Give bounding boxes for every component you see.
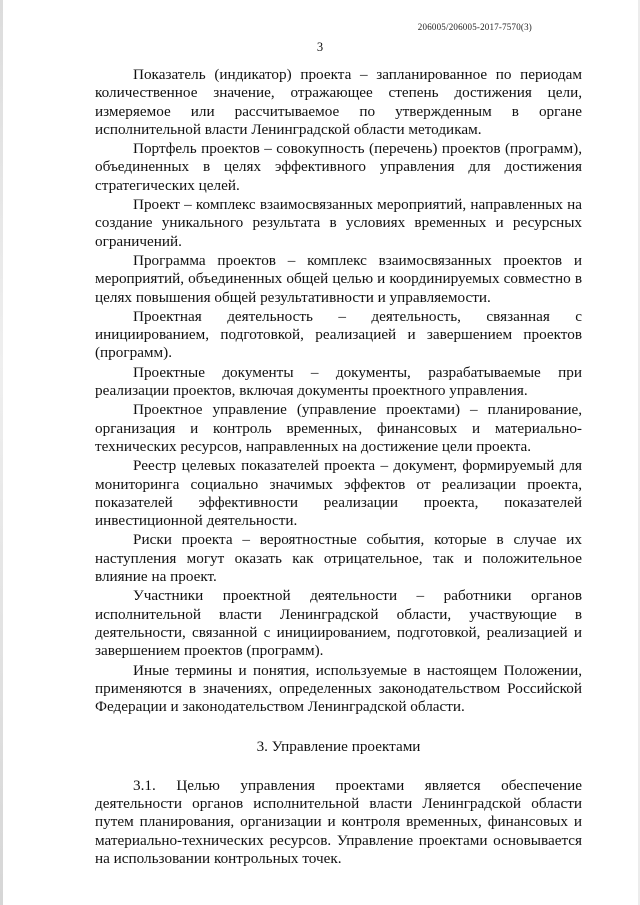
document-body	[95, 66, 582, 868]
definition-project-management: Проектное управление (управление проектами) – планирование, организация и контроль временных, финансовых и материально-технических ресурсов, направленных на достижение цели проекта.	[95, 401, 582, 455]
definition-portfolio: Портфель проектов – совокупность (перечень) проектов (программ), объединенных в целях эффективного управления для достижения стратегических целей.	[95, 140, 582, 194]
definition-project-documents: Проектные документы – документы, разрабатываемые при реализации проектов, включая документы проектного управления.	[95, 363, 582, 400]
definition-target-indicators-registry: Реестр целевых показателей проекта – документ, формируемый для мониторинга социально значимых эффектов от реализации проекта, показателей эффективности реализации проекта, показателей инвестиционной деятельности.	[95, 457, 582, 530]
scan-edge-left	[0, 0, 3, 905]
definition-project-activity: Проектная деятельность – деятельность, связанная с инициированием, подготовкой, реализацией и завершением проектов (программ).	[95, 307, 582, 362]
definition-indicator: Показатель (индикатор) проекта – запланированное по периодам количественное значение, отражающее степень достижения цели, измеряемое или рассчитываемое по утвержденным в органе исполнительной власти Ленинградской области методикам.	[95, 66, 582, 138]
section-heading: 3. Управление проектами	[256, 738, 421, 756]
definition-participants: Участники проектной деятельности – работники органов исполнительной власти Ленинградской области, участвующие в деятельности, связанной с инициированием, подготовкой, реализацией и завершением проектов (программ).	[95, 587, 582, 660]
document-number: 206005/206005-2017-7570(3)	[417, 22, 532, 32]
definition-other-terms: Иные термины и понятия, используемые в настоящем Положении, применяются в значениях, определенных законодательством Российской Федерации и законодательством Ленинградской области.	[95, 661, 582, 716]
definition-project-risks: Риски проекта – вероятностные события, которые в случае их наступления могут оказать как отрицательное, так и положительное влияние на проект.	[95, 531, 582, 586]
clause-3-1: 3.1. Целью управления проектами является обеспечение деятельности органов исполнительной власти Ленинградской области путем планирования, организации и контроля временных, финансовых и материально-технических ресурсов. Управление проектами основывается на использовании контрольных точек.	[95, 776, 582, 867]
definition-project: Проект – комплекс взаимосвязанных мероприятий, направленных на создание уникального результата в условиях временных и ресурсных ограничений.	[95, 196, 582, 250]
page-number: 3	[316, 40, 324, 54]
definition-program: Программа проектов – комплекс взаимосвязанных проектов и мероприятий, объединенных общей целью и координируемых совместно в целях повышения общей результативности и управляемости.	[95, 251, 582, 306]
